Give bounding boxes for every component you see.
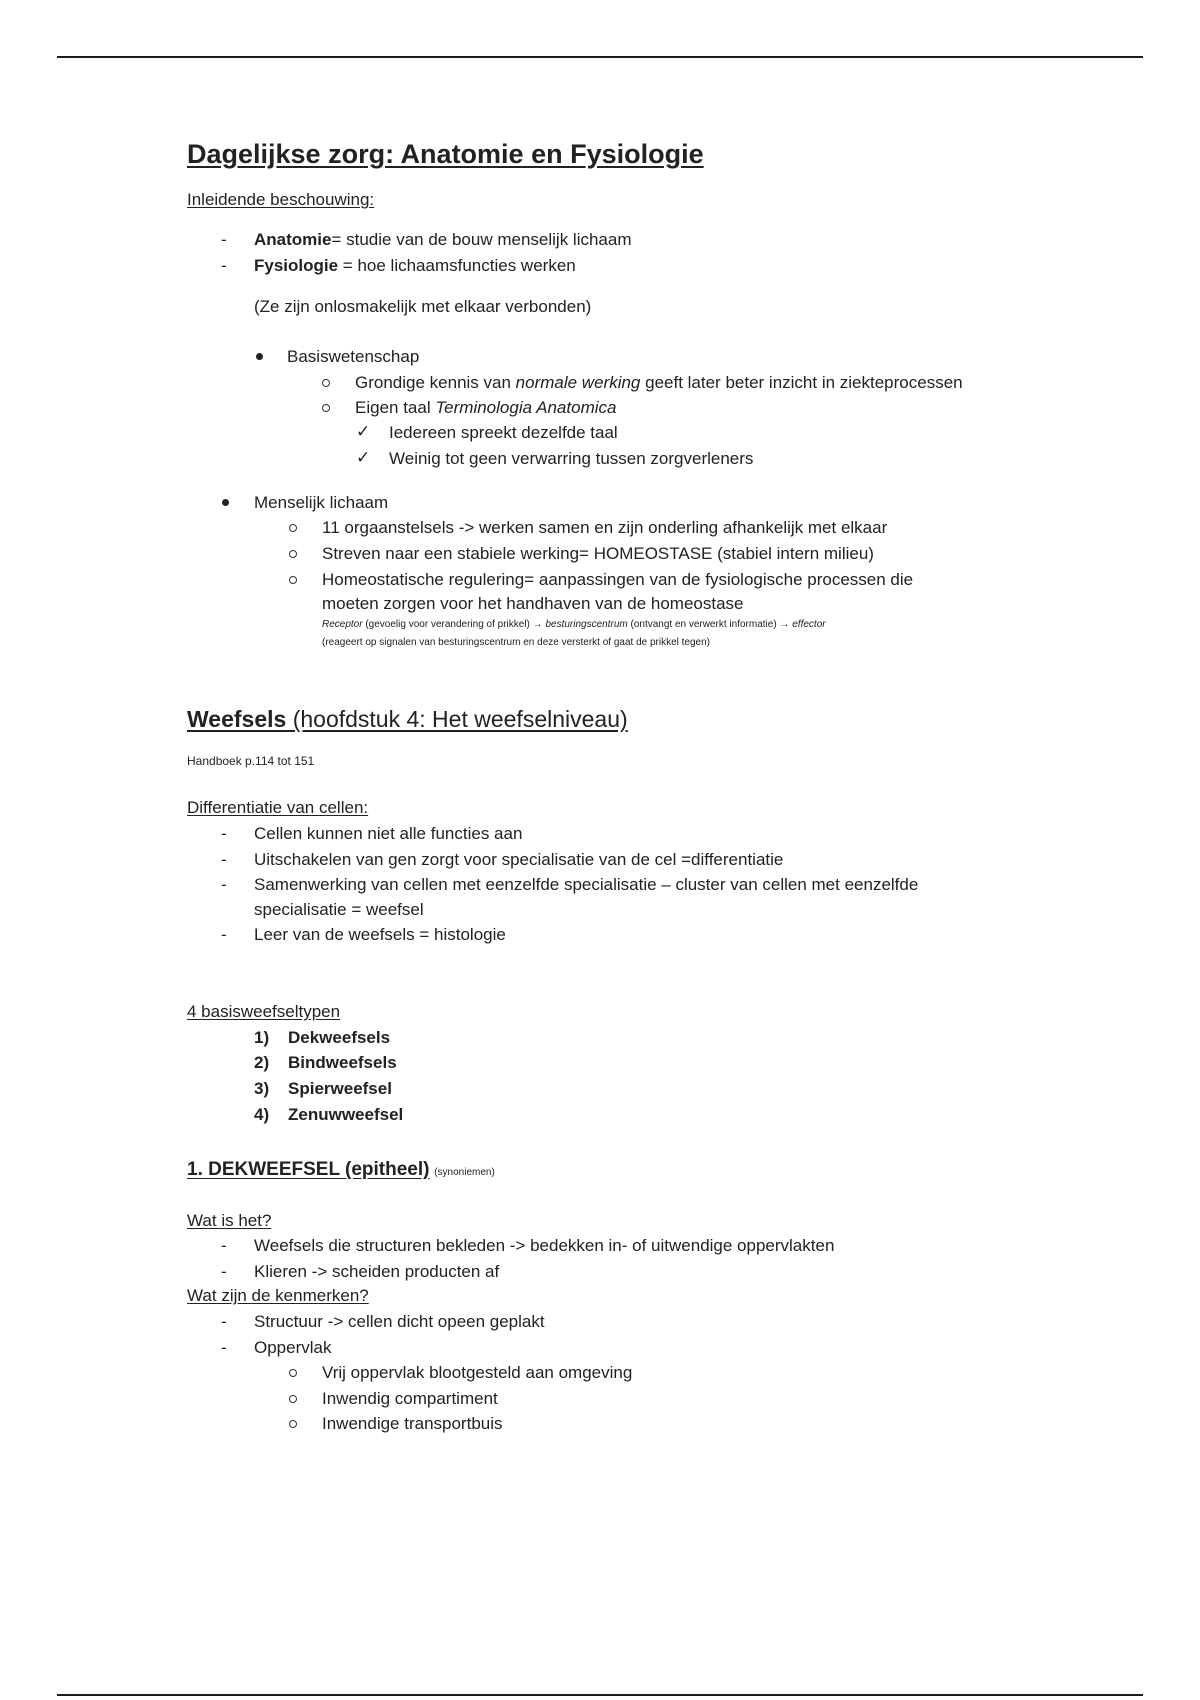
type-item xyxy=(254,1078,392,1100)
text-span: geeft later beter inzicht in ziekteprocessen xyxy=(640,373,963,392)
anatomie-def: = studie van de bouw menselijk lichaam xyxy=(331,230,632,249)
type-num: 1) xyxy=(254,1028,270,1047)
text-span: (hoofdstuk 4: Het weefselniveau) xyxy=(286,706,628,732)
lichaam-sub-item: 11 orgaanstelsels -> werken samen en zijn onderling afhankelijk met elkaar xyxy=(322,518,888,537)
type-label: Spierweefsel xyxy=(288,1079,392,1098)
lichaam-sub-item: Homeostatische regulering= aanpassingen van de fysiologische processen die xyxy=(322,570,914,589)
kenmerken-heading: Wat zijn de kenmerken? xyxy=(187,1286,369,1305)
dekweefsel-heading: 1. DEKWEEFSEL (epitheel) xyxy=(187,1159,430,1180)
lichaam-sub-item-cont: moeten zorgen voor het handhaven van de homeostase xyxy=(322,594,744,613)
dash-marker: - xyxy=(221,824,227,843)
circle-bullet-icon xyxy=(289,1395,297,1403)
type-label: Bindweefsels xyxy=(288,1053,397,1072)
dash-marker: - xyxy=(221,1338,227,1357)
wat-item: Klieren -> scheiden producten af xyxy=(254,1262,500,1281)
italic-span: effector xyxy=(792,619,826,630)
basis-sub-item xyxy=(355,372,963,394)
handboek-note: Handboek p.114 tot 151 xyxy=(187,754,315,768)
synonym-note: (synoniemen) xyxy=(434,1167,495,1178)
anatomie-item xyxy=(254,229,632,251)
dash-marker: - xyxy=(221,925,227,944)
oppervlak-item: Inwendige transportbuis xyxy=(322,1414,503,1433)
diff-item: Samenwerking van cellen met eenzelfde specialisatie – cluster van cellen met eenzelfde xyxy=(254,875,919,894)
type-label: Dekweefsels xyxy=(288,1028,391,1047)
bullet-icon xyxy=(222,499,229,506)
type-item xyxy=(254,1104,404,1126)
anatomie-term: Anatomie xyxy=(254,230,332,249)
circle-bullet-icon xyxy=(322,379,330,387)
bullet-icon xyxy=(256,353,263,360)
type-num: 2) xyxy=(254,1053,270,1072)
wat-heading: Wat is het? xyxy=(187,1211,272,1230)
footnote-line xyxy=(322,618,826,632)
type-item xyxy=(254,1027,391,1049)
text-span: Grondige kennis van xyxy=(355,373,516,392)
lichaam-item: Menselijk lichaam xyxy=(254,493,389,512)
dekweefsel-heading-line xyxy=(187,1158,495,1182)
text-span: (gevoelig voor verandering of prikkel) → xyxy=(362,619,546,630)
page-title: Dagelijkse zorg: Anatomie en Fysiologie xyxy=(187,139,704,169)
circle-bullet-icon xyxy=(289,550,297,558)
circle-bullet-icon xyxy=(322,404,330,412)
dash-marker: - xyxy=(221,1236,227,1255)
wat-item: Weefsels die structuren bekleden -> bedekken in- of uitwendige oppervlakten xyxy=(254,1236,835,1255)
diff-item: Uitschakelen van gen zorgt voor specialisatie van de cel =differentiatie xyxy=(254,850,784,869)
check-item: Weinig tot geen verwarring tussen zorgverleners xyxy=(389,449,754,468)
footnote-line: (reageert op signalen van besturingscentrum en deze versterkt of gaat de prikkel tegen) xyxy=(322,637,710,648)
check-icon: ✓ xyxy=(356,448,371,468)
oppervlak-item: Vrij oppervlak blootgesteld aan omgeving xyxy=(322,1363,633,1382)
diff-item: Cellen kunnen niet alle functies aan xyxy=(254,824,523,843)
bold-span: Weefsels xyxy=(187,706,287,732)
kenmerk-item: Oppervlak xyxy=(254,1338,332,1357)
oppervlak-item: Inwendig compartiment xyxy=(322,1389,498,1408)
dash-marker: - xyxy=(221,230,227,249)
diff-item-cont: specialisatie = weefsel xyxy=(254,900,424,919)
type-num: 4) xyxy=(254,1105,270,1124)
check-icon: ✓ xyxy=(356,422,371,442)
italic-span: normale werking xyxy=(515,373,641,392)
dash-marker: - xyxy=(221,1312,227,1331)
check-item: Iedereen spreekt dezelfde taal xyxy=(389,423,618,442)
fysiologie-def: = hoe lichaamsfuncties werken xyxy=(338,256,576,275)
italic-span: Receptor xyxy=(322,619,363,630)
bottom-rule xyxy=(57,1694,1143,1696)
diff-item: Leer van de weefsels = histologie xyxy=(254,925,506,944)
fysiologie-item xyxy=(254,255,576,277)
italic-span: besturingscentrum xyxy=(545,619,628,630)
intro-heading: Inleidende beschouwing: xyxy=(187,190,375,209)
type-item xyxy=(254,1052,397,1074)
text-span: Eigen taal xyxy=(355,398,436,417)
circle-bullet-icon xyxy=(289,524,297,532)
dash-marker: - xyxy=(221,1262,227,1281)
section-heading xyxy=(187,704,628,734)
lichaam-sub-item: Streven naar een stabiele werking= HOMEOSTASE (stabiel intern milieu) xyxy=(322,544,874,563)
top-rule xyxy=(57,56,1143,58)
basis-item: Basiswetenschap xyxy=(287,347,420,366)
italic-span: Terminologia Anatomica xyxy=(435,398,617,417)
circle-bullet-icon xyxy=(289,1420,297,1428)
dash-marker: - xyxy=(221,256,227,275)
types-heading: 4 basisweefseltypen xyxy=(187,1002,341,1021)
basis-sub-item xyxy=(355,397,616,419)
intro-note: (Ze zijn onlosmakelijk met elkaar verbonden) xyxy=(254,297,592,316)
dash-marker: - xyxy=(221,850,227,869)
type-label: Zenuwweefsel xyxy=(288,1105,404,1124)
text-span: (ontvangt en verwerkt informatie) → xyxy=(627,619,793,630)
fysiologie-term: Fysiologie xyxy=(254,256,339,275)
diff-heading: Differentiatie van cellen: xyxy=(187,798,369,817)
type-num: 3) xyxy=(254,1079,270,1098)
circle-bullet-icon xyxy=(289,576,297,584)
circle-bullet-icon xyxy=(289,1369,297,1377)
kenmerk-item: Structuur -> cellen dicht opeen geplakt xyxy=(254,1312,545,1331)
dash-marker: - xyxy=(221,875,227,894)
